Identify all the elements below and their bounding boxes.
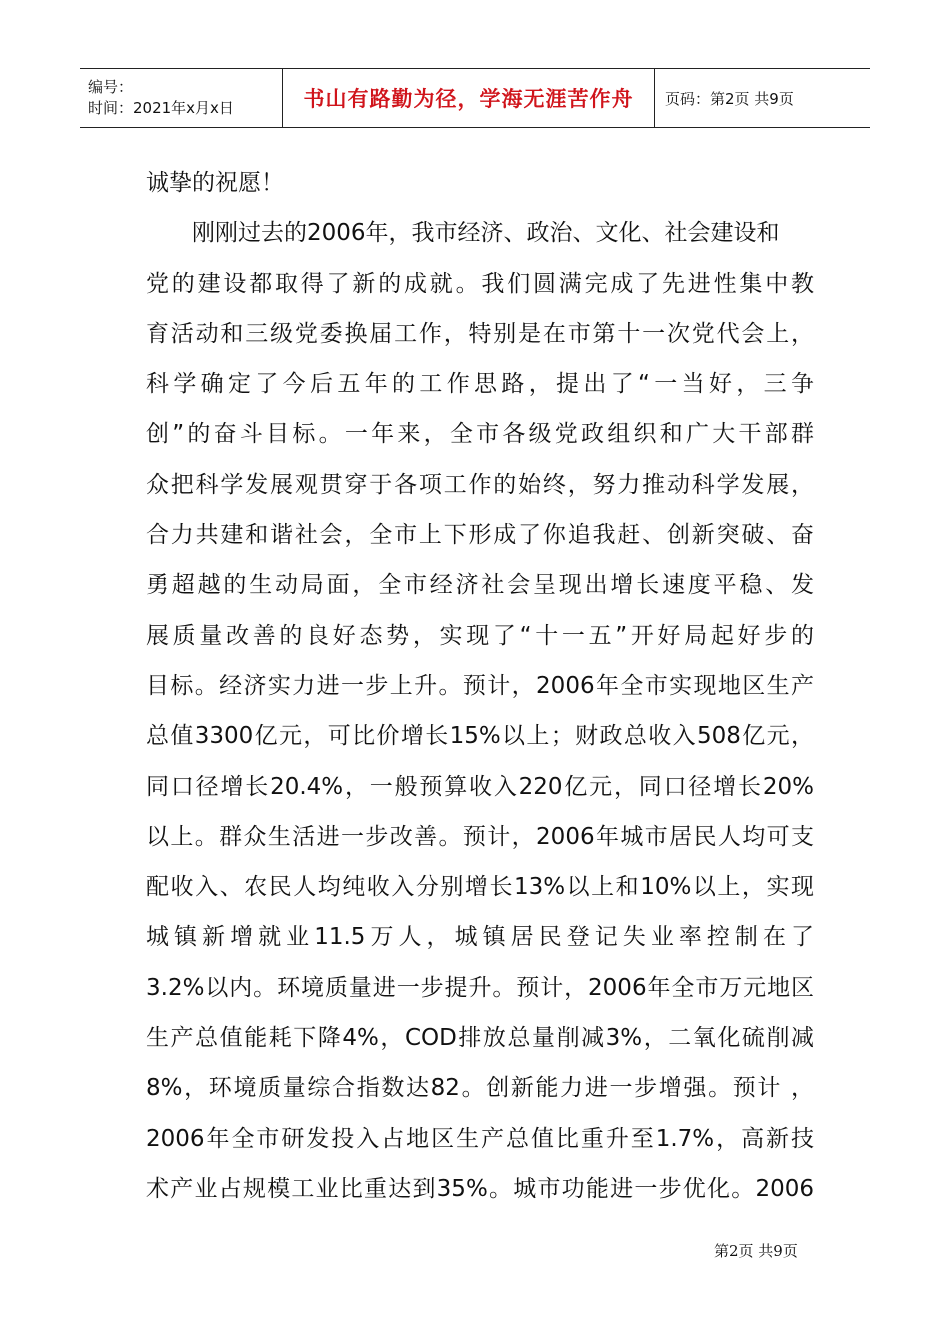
body-line: 育活动和三级党委换届工作，特别是在市第十一次党代会上， bbox=[146, 320, 814, 347]
serial-label: 编号： bbox=[88, 78, 134, 96]
body-line: 同口径增长20.4%，一般预算收入220亿元，同口径增长20% bbox=[146, 773, 814, 800]
body-line: 配收入、农民人均纯收入分别增长13%以上和10%以上，实现 bbox=[146, 874, 814, 901]
header-page-label: 页码：第2页 共9页 bbox=[665, 89, 794, 108]
body-line: 诚挚的祝愿！ bbox=[146, 170, 284, 196]
header-motto-cell bbox=[283, 69, 655, 127]
body-line: 目标。经济实力进一步上升。预计，2006年全市实现地区生产 bbox=[146, 672, 814, 699]
page-footer bbox=[714, 1240, 798, 1261]
body-line: 刚刚过去的2006年，我市经济、政治、文化、社会建设和 bbox=[192, 220, 780, 247]
body-line: 以上。群众生活进一步改善。预计，2006年城市居民人均可支 bbox=[146, 823, 814, 850]
body-line: 术产业占规模工业比重达到35%。城市功能进一步优化。2006 bbox=[146, 1175, 814, 1202]
document-body bbox=[146, 158, 814, 1214]
body-line: 创”的奋斗目标。一年来，全市各级党政组织和广大干部群 bbox=[146, 421, 814, 448]
body-line: 众把科学发展观贯穿于各项工作的始终，努力推动科学发展， bbox=[146, 471, 814, 498]
page-header bbox=[80, 68, 870, 128]
body-line: 展质量改善的良好态势，实现了“十一五”开好局起好步的 bbox=[146, 622, 814, 649]
header-page-cell bbox=[655, 69, 870, 127]
header-meta bbox=[80, 69, 283, 127]
date-label: 时间：2021年x月x日 bbox=[88, 99, 234, 117]
header-motto: 书山有路勤为径，学海无涯苦作舟 bbox=[303, 87, 634, 111]
body-line: 勇超越的生动局面，全市经济社会呈现出增长速度平稳、发 bbox=[146, 572, 814, 599]
body-line: 总值3300亿元，可比价增长15%以上；财政总收入508亿元， bbox=[146, 723, 814, 750]
body-line: 城镇新增就业11.5万人，城镇居民登记失业率控制在了 bbox=[146, 924, 814, 951]
body-line: 合力共建和谐社会，全市上下形成了你追我赶、创新突破、奋 bbox=[146, 522, 814, 549]
footer-page-number: 第2页 共9页 bbox=[714, 1242, 798, 1260]
body-line: 8%，环境质量综合指数达82。创新能力进一步增强。预计 ， bbox=[146, 1075, 814, 1102]
body-line: 科学确定了今后五年的工作思路，提出了“一当好，三争 bbox=[146, 371, 814, 398]
body-line: 2006年全市研发投入占地区生产总值比重升至1.7%，高新技 bbox=[146, 1125, 814, 1152]
body-line: 党的建设都取得了新的成就。我们圆满完成了先进性集中教 bbox=[146, 270, 814, 297]
body-line: 生产总值能耗下降4%，COD排放总量削减3%，二氧化硫削减 bbox=[146, 1025, 814, 1052]
body-line: 3.2%以内。环境质量进一步提升。预计，2006年全市万元地区 bbox=[146, 974, 814, 1001]
